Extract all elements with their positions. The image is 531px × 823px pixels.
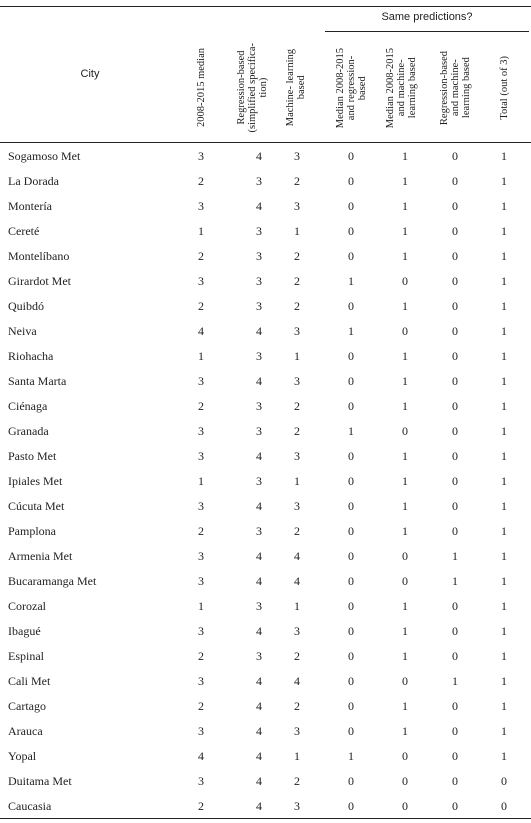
value-cell: 1 — [501, 499, 507, 513]
value-cell: 3 — [256, 274, 262, 288]
table-row — [0, 468, 531, 493]
value-cell: 1 — [348, 324, 354, 338]
value-cell: 0 — [402, 274, 408, 288]
value-cell: 0 — [501, 799, 507, 813]
value-cell: 2 — [294, 424, 300, 438]
value-cell: 1 — [501, 599, 507, 613]
value-cell: 4 — [198, 749, 204, 763]
value-cell: 1 — [501, 274, 507, 288]
value-cell: 0 — [348, 299, 354, 313]
value-cell: 1 — [501, 724, 507, 738]
value-cell: 4 — [198, 324, 204, 338]
table-row — [0, 568, 531, 593]
value-cell: 0 — [452, 349, 458, 363]
value-cell: 1 — [348, 424, 354, 438]
table-row — [0, 543, 531, 568]
table-row — [0, 168, 531, 193]
value-cell: 3 — [256, 224, 262, 238]
table-row — [0, 318, 531, 343]
value-cell: 4 — [256, 749, 262, 763]
value-cell: 3 — [198, 724, 204, 738]
value-cell: 2 — [294, 299, 300, 313]
value-cell: 4 — [256, 799, 262, 813]
value-cell: 3 — [294, 499, 300, 513]
value-cell: 0 — [348, 674, 354, 688]
value-cell: 1 — [402, 699, 408, 713]
table-row — [0, 443, 531, 468]
value-cell: 2 — [198, 524, 204, 538]
value-cell: 4 — [256, 624, 262, 638]
value-cell: 1 — [501, 199, 507, 213]
table-row — [0, 493, 531, 518]
value-cell: 0 — [348, 249, 354, 263]
value-cell: 1 — [402, 449, 408, 463]
value-cell: 0 — [452, 524, 458, 538]
city-cell: Pamplona — [8, 524, 56, 538]
city-cell: Yopal — [8, 749, 37, 763]
city-cell: Montelíbano — [8, 249, 70, 263]
value-cell: 1 — [198, 224, 204, 238]
city-cell: Espinal — [8, 649, 44, 663]
value-cell: 1 — [402, 399, 408, 413]
value-cell: 1 — [402, 524, 408, 538]
value-cell: 3 — [198, 149, 204, 163]
table-row — [0, 768, 531, 793]
value-cell: 1 — [402, 174, 408, 188]
value-cell: 4 — [294, 549, 300, 563]
value-cell: 0 — [452, 374, 458, 388]
value-cell: 1 — [452, 674, 458, 688]
table-row — [0, 418, 531, 443]
value-cell: 0 — [348, 624, 354, 638]
value-cell: 2 — [198, 399, 204, 413]
value-cell: 0 — [402, 324, 408, 338]
table-row — [0, 693, 531, 718]
value-cell: 0 — [348, 399, 354, 413]
value-cell: 4 — [294, 674, 300, 688]
value-cell: 3 — [294, 149, 300, 163]
value-cell: 1 — [402, 499, 408, 513]
value-cell: 1 — [402, 724, 408, 738]
table-row — [0, 343, 531, 368]
value-cell: 3 — [198, 374, 204, 388]
city-cell: Ipiales Met — [8, 474, 63, 488]
value-cell: 1 — [501, 474, 507, 488]
city-cell: Caucasia — [8, 799, 52, 813]
value-cell: 0 — [348, 649, 354, 663]
city-cell: Neiva — [8, 324, 37, 338]
city-cell: Sogamoso Met — [8, 149, 81, 163]
table-row — [0, 393, 531, 418]
value-cell: 0 — [452, 724, 458, 738]
value-cell: 1 — [402, 374, 408, 388]
value-cell: 1 — [452, 549, 458, 563]
value-cell: 3 — [198, 424, 204, 438]
value-cell: 2 — [294, 274, 300, 288]
value-cell: 0 — [452, 174, 458, 188]
value-cell: 1 — [294, 599, 300, 613]
value-cell: 2 — [294, 524, 300, 538]
city-cell: Pasto Met — [8, 449, 57, 463]
value-cell: 0 — [348, 599, 354, 613]
value-cell: 1 — [198, 474, 204, 488]
value-cell: 0 — [348, 574, 354, 588]
value-cell: 4 — [256, 674, 262, 688]
value-cell: 3 — [198, 449, 204, 463]
value-cell: 1 — [501, 549, 507, 563]
value-cell: 2 — [294, 174, 300, 188]
value-cell: 3 — [256, 174, 262, 188]
value-cell: 3 — [256, 249, 262, 263]
column-header-median-ml: Median 2008-2015 and machine- learning based — [384, 47, 418, 129]
value-cell: 2 — [294, 699, 300, 713]
value-cell: 0 — [452, 774, 458, 788]
value-cell: 3 — [294, 374, 300, 388]
value-cell: 3 — [294, 799, 300, 813]
table-row — [0, 618, 531, 643]
table-row — [0, 793, 531, 818]
value-cell: 0 — [348, 349, 354, 363]
city-cell: Arauca — [8, 724, 43, 738]
value-cell: 0 — [402, 574, 408, 588]
value-cell: 3 — [294, 199, 300, 213]
value-cell: 1 — [501, 324, 507, 338]
value-cell: 0 — [348, 499, 354, 513]
value-cell: 4 — [256, 199, 262, 213]
value-cell: 0 — [452, 624, 458, 638]
column-header-median: 2008-2015 median — [195, 48, 207, 128]
city-cell: Cereté — [8, 224, 40, 238]
value-cell: 3 — [294, 724, 300, 738]
value-cell: 1 — [501, 624, 507, 638]
value-cell: 3 — [256, 349, 262, 363]
value-cell: 2 — [294, 774, 300, 788]
value-cell: 1 — [501, 399, 507, 413]
city-cell: Girardot Met — [8, 274, 71, 288]
value-cell: 1 — [501, 424, 507, 438]
value-cell: 0 — [348, 174, 354, 188]
value-cell: 1 — [402, 649, 408, 663]
value-cell: 0 — [452, 299, 458, 313]
value-cell: 3 — [198, 674, 204, 688]
value-cell: 1 — [501, 574, 507, 588]
group-rule — [325, 31, 529, 32]
value-cell: 1 — [452, 574, 458, 588]
value-cell: 3 — [256, 599, 262, 613]
value-cell: 3 — [256, 424, 262, 438]
city-cell: Ibagué — [8, 624, 41, 638]
value-cell: 0 — [348, 699, 354, 713]
value-cell: 2 — [198, 799, 204, 813]
value-cell: 0 — [348, 199, 354, 213]
value-cell: 1 — [501, 374, 507, 388]
city-cell: Armenia Met — [8, 549, 73, 563]
bottom-rule — [0, 818, 531, 819]
table-row — [0, 668, 531, 693]
value-cell: 4 — [256, 324, 262, 338]
value-cell: 1 — [294, 749, 300, 763]
value-cell: 0 — [348, 549, 354, 563]
value-cell: 0 — [452, 274, 458, 288]
column-header-median-regression: Median 2008-2015 and regression- based — [334, 47, 368, 129]
value-cell: 0 — [452, 199, 458, 213]
table-row — [0, 218, 531, 243]
city-cell: La Dorada — [8, 174, 59, 188]
value-cell: 2 — [294, 399, 300, 413]
city-cell: Granada — [8, 424, 49, 438]
table-row — [0, 268, 531, 293]
value-cell: 0 — [452, 699, 458, 713]
value-cell: 0 — [348, 799, 354, 813]
value-cell: 3 — [198, 624, 204, 638]
value-cell: 0 — [348, 224, 354, 238]
value-cell: 0 — [402, 674, 408, 688]
value-cell: 0 — [348, 374, 354, 388]
value-cell: 4 — [256, 774, 262, 788]
table-row — [0, 243, 531, 268]
value-cell: 4 — [256, 724, 262, 738]
city-header: City — [80, 68, 100, 80]
value-cell: 0 — [348, 474, 354, 488]
value-cell: 1 — [501, 749, 507, 763]
table-row — [0, 143, 531, 168]
city-cell: Cartago — [8, 699, 46, 713]
table-row — [0, 193, 531, 218]
value-cell: 0 — [402, 424, 408, 438]
column-header-ml: Machine- learning based — [285, 49, 307, 127]
table-row — [0, 718, 531, 743]
table-row — [0, 293, 531, 318]
city-cell: Cali Met — [8, 674, 51, 688]
value-cell: 4 — [256, 499, 262, 513]
value-cell: 4 — [256, 149, 262, 163]
value-cell: 0 — [452, 149, 458, 163]
table-row — [0, 368, 531, 393]
value-cell: 1 — [501, 249, 507, 263]
city-cell: Riohacha — [8, 349, 54, 363]
city-cell: Corozal — [8, 599, 46, 613]
value-cell: 1 — [402, 474, 408, 488]
value-cell: 0 — [452, 799, 458, 813]
value-cell: 2 — [198, 174, 204, 188]
value-cell: 2 — [198, 299, 204, 313]
column-header-regression-ml: Regression-based and machine- learning based — [438, 50, 472, 126]
value-cell: 1 — [501, 674, 507, 688]
value-cell: 1 — [501, 174, 507, 188]
value-cell: 1 — [294, 474, 300, 488]
table-row — [0, 593, 531, 618]
value-cell: 0 — [452, 474, 458, 488]
city-cell: Quibdó — [8, 299, 44, 313]
value-cell: 3 — [256, 649, 262, 663]
value-cell: 0 — [452, 424, 458, 438]
value-cell: 0 — [452, 499, 458, 513]
value-cell: 0 — [452, 399, 458, 413]
value-cell: 1 — [348, 274, 354, 288]
value-cell: 1 — [402, 224, 408, 238]
value-cell: 3 — [198, 774, 204, 788]
city-cell: Montería — [8, 199, 52, 213]
value-cell: 0 — [452, 224, 458, 238]
value-cell: 1 — [294, 349, 300, 363]
value-cell: 0 — [402, 774, 408, 788]
value-cell: 0 — [402, 799, 408, 813]
top-rule — [0, 6, 531, 7]
table-row — [0, 643, 531, 668]
value-cell: 3 — [294, 324, 300, 338]
value-cell: 3 — [294, 449, 300, 463]
value-cell: 1 — [501, 524, 507, 538]
value-cell: 1 — [501, 449, 507, 463]
value-cell: 1 — [402, 199, 408, 213]
same-predictions-header: Same predictions? — [381, 11, 473, 23]
value-cell: 0 — [452, 449, 458, 463]
city-cell: Santa Marta — [8, 374, 67, 388]
value-cell: 1 — [294, 224, 300, 238]
value-cell: 0 — [452, 649, 458, 663]
value-cell: 3 — [294, 624, 300, 638]
value-cell: 3 — [198, 499, 204, 513]
value-cell: 1 — [198, 599, 204, 613]
value-cell: 1 — [501, 699, 507, 713]
value-cell: 1 — [402, 599, 408, 613]
value-cell: 3 — [198, 549, 204, 563]
value-cell: 3 — [256, 399, 262, 413]
value-cell: 1 — [402, 149, 408, 163]
value-cell: 0 — [452, 599, 458, 613]
value-cell: 4 — [256, 699, 262, 713]
value-cell: 1 — [198, 349, 204, 363]
value-cell: 1 — [501, 299, 507, 313]
value-cell: 0 — [348, 149, 354, 163]
city-cell: Duitama Met — [8, 774, 72, 788]
value-cell: 0 — [348, 449, 354, 463]
value-cell: 4 — [256, 549, 262, 563]
value-cell: 0 — [402, 549, 408, 563]
value-cell: 2 — [294, 249, 300, 263]
value-cell: 0 — [402, 749, 408, 763]
value-cell: 3 — [198, 574, 204, 588]
value-cell: 1 — [402, 249, 408, 263]
value-cell: 0 — [348, 724, 354, 738]
value-cell: 1 — [402, 299, 408, 313]
value-cell: 3 — [198, 199, 204, 213]
value-cell: 0 — [501, 774, 507, 788]
value-cell: 2 — [198, 699, 204, 713]
value-cell: 3 — [198, 274, 204, 288]
value-cell: 3 — [256, 474, 262, 488]
column-header-total: Total (out of 3) — [498, 56, 510, 120]
value-cell: 0 — [348, 524, 354, 538]
value-cell: 1 — [501, 349, 507, 363]
value-cell: 4 — [256, 449, 262, 463]
table-row — [0, 518, 531, 543]
value-cell: 4 — [256, 374, 262, 388]
value-cell: 3 — [256, 524, 262, 538]
value-cell: 1 — [501, 149, 507, 163]
column-header-regression: Regression-based (simplified specifica- tion) — [235, 43, 269, 133]
value-cell: 2 — [198, 249, 204, 263]
value-cell: 0 — [452, 249, 458, 263]
value-cell: 4 — [256, 574, 262, 588]
value-cell: 2 — [198, 649, 204, 663]
value-cell: 2 — [294, 649, 300, 663]
table-row — [0, 743, 531, 768]
value-cell: 1 — [501, 649, 507, 663]
value-cell: 1 — [402, 349, 408, 363]
value-cell: 1 — [501, 224, 507, 238]
value-cell: 1 — [402, 624, 408, 638]
value-cell: 4 — [294, 574, 300, 588]
value-cell: 3 — [256, 299, 262, 313]
value-cell: 0 — [452, 749, 458, 763]
city-cell: Bucaramanga Met — [8, 574, 97, 588]
city-cell: Cúcuta Met — [8, 499, 65, 513]
value-cell: 0 — [452, 324, 458, 338]
city-cell: Ciénaga — [8, 399, 48, 413]
value-cell: 1 — [348, 749, 354, 763]
value-cell: 0 — [348, 774, 354, 788]
